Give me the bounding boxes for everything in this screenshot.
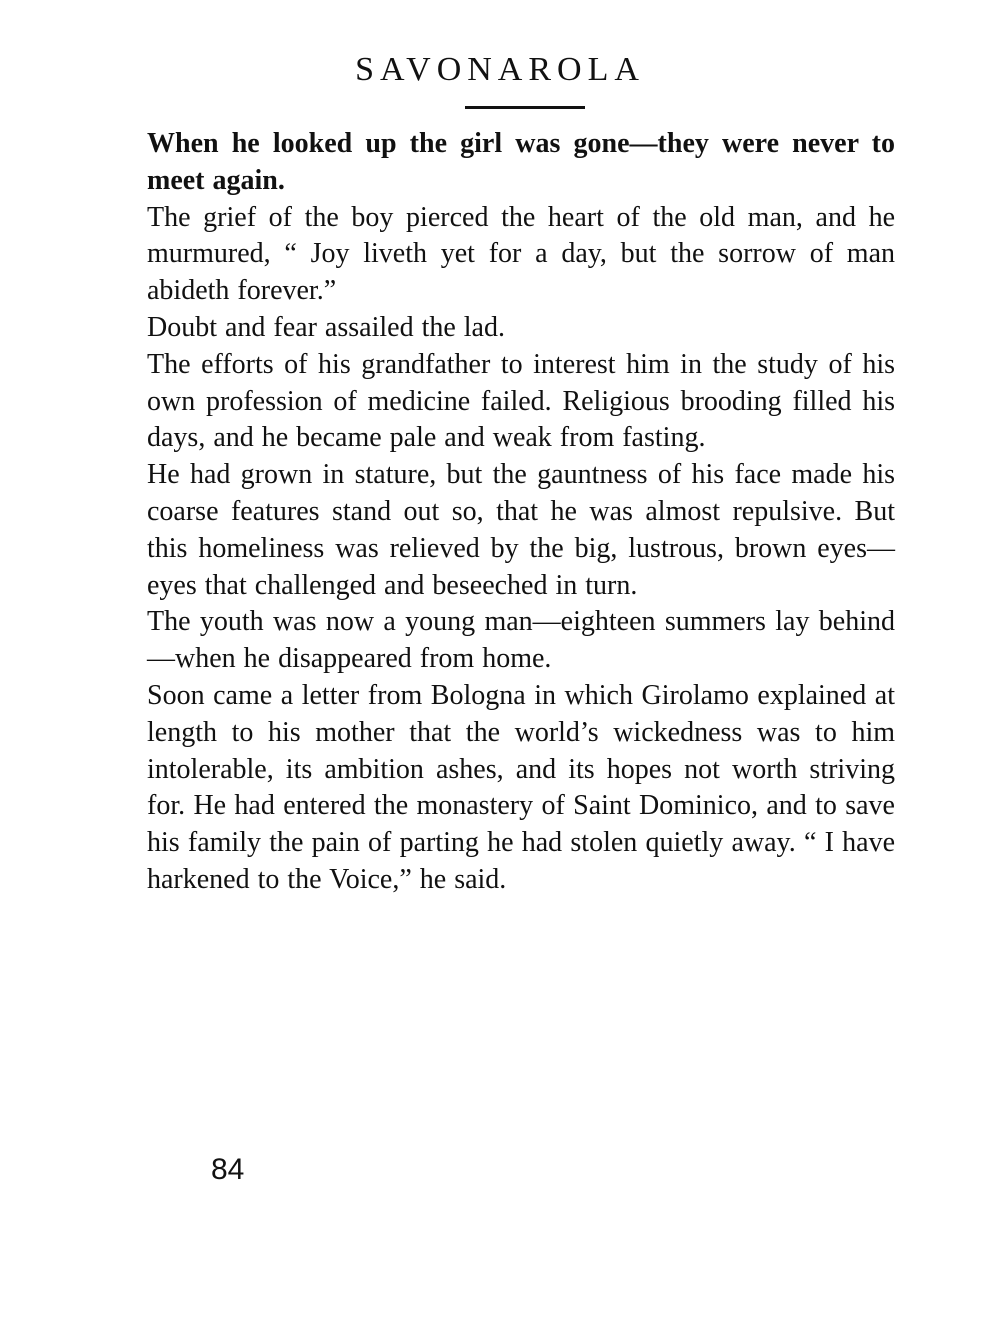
header-rule <box>465 106 585 109</box>
paragraph-2: The grief of the boy pierced the heart of the old man, and he murmured, “ Joy liveth yet for a day, but the sorrow of man abideth forever.” <box>147 201 895 307</box>
paragraph-5: He had grown in stature, but the gauntness of his face made his coarse features stand out so, that he was almost repulsive. But this homeliness was relieved by the big, lustrous, brown eyes—eyes that challenged and beseeched in turn. <box>147 459 895 601</box>
paragraph-4: The efforts of his grandfather to interest him in the study of his own profession of medicine failed. Religious brooding filled his days, and he became pale and weak from fasting. <box>147 348 895 454</box>
paragraph-6: The youth was now a young man—eighteen summers lay behind—when he disappeared from home. <box>147 606 895 675</box>
running-head: SAVONAROLA <box>355 51 645 88</box>
paragraph-7: Soon came a letter from Bologna in which Girolamo explained at length to his mother that the world’s wickedness was to him intolerable, its ambition ashes, and its hopes not worth striving for. He had entered the monastery of Saint Dominico, and to save his family the pain of parting he had stolen quietly away. “ I have harkened to the Voice,” he said. <box>147 679 895 895</box>
body-text <box>147 126 895 899</box>
page-number: 84 <box>211 1153 245 1186</box>
paragraph-3: Doubt and fear assailed the lad. <box>147 311 505 343</box>
paragraph-1: When he looked up the girl was gone—they were never to meet again. <box>147 128 895 196</box>
